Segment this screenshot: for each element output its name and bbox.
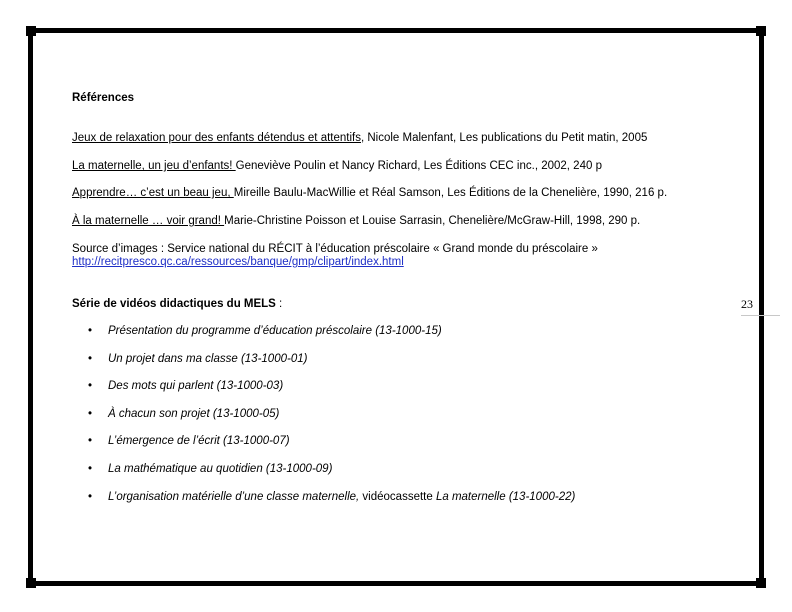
video-title: La mathématique au quotidien (13-1000-09) [108,462,333,475]
list-item [88,379,575,407]
reference-1-details: , Nicole Malenfant, Les publications du Petit matin, 2005 [360,132,648,144]
reference-2-details: Geneviève Poulin et Nancy Richard, Les Éditions CEC inc., 2002, 240 p [235,160,602,172]
video-collection-title: La maternelle (13-1000-22) [435,490,576,503]
list-item [88,324,575,352]
bullet-icon: • [88,407,93,420]
list-item [88,434,575,462]
page-number-rule [741,315,780,316]
reference-3-details: Mireille Baulu-MacWillie et Réal Samson, Les Éditions de la Chenelière, 1990, 216 p. [233,187,668,199]
reference-1 [72,132,647,145]
video-title: Des mots qui parlent (13-1000-03) [108,380,284,393]
video-title: Présentation du programme d’éducation préscolaire (13-1000-15) [108,325,442,337]
border-corner-top-left [26,26,36,36]
video-title: L’émergence de l’écrit (13-1000-07) [108,435,290,448]
reference-4 [72,215,640,228]
image-source-link[interactable]: http://recitpresco.qc.ca/ressources/banque/gmp/clipart/index.html [72,256,404,268]
reference-3 [72,187,667,200]
bullet-icon: • [88,352,93,365]
bullet-icon: • [88,435,93,448]
image-source-text: Source d’images : Service national du RÉCIT à l’éducation préscolaire « Grand monde du préscolaire » [72,243,598,255]
video-list [88,324,575,517]
video-series-colon: : [275,298,283,310]
image-source [72,243,598,269]
video-title: Un projet dans ma classe (13-1000-01) [108,352,308,365]
list-item [88,407,575,435]
video-series-heading: Série de vidéos didactiques du MELS [72,298,276,310]
reference-2-title: La maternelle, un jeu d’enfants! [72,160,236,172]
list-item [88,462,575,490]
video-title: L’organisation matérielle d’une classe maternelle, [108,490,360,503]
list-item [88,490,575,518]
video-title: À chacun son projet (13-1000-05) [108,407,280,420]
border-corner-bottom-right [756,578,766,588]
border-corner-top-right [756,26,766,36]
video-series-title [72,298,282,310]
reference-4-title: À la maternelle … voir grand! [72,215,225,227]
border-corner-bottom-left [26,578,36,588]
list-item [88,352,575,380]
references-heading: Références [72,92,135,104]
bullet-icon: • [88,325,93,337]
bullet-icon: • [88,462,93,475]
reference-2 [72,160,602,173]
bullet-icon: • [88,490,93,503]
video-format: vidéocassette [359,490,436,503]
bullet-icon: • [88,380,93,393]
reference-3-title: Apprendre… c’est un beau jeu, [72,187,234,199]
reference-4-details: Marie-Christine Poisson et Louise Sarrasin, Chenelière/McGraw-Hill, 1998, 290 p. [224,215,641,227]
page-number: 23 [741,297,753,311]
reference-1-title: Jeux de relaxation pour des enfants détendus et attentifs [72,132,361,144]
